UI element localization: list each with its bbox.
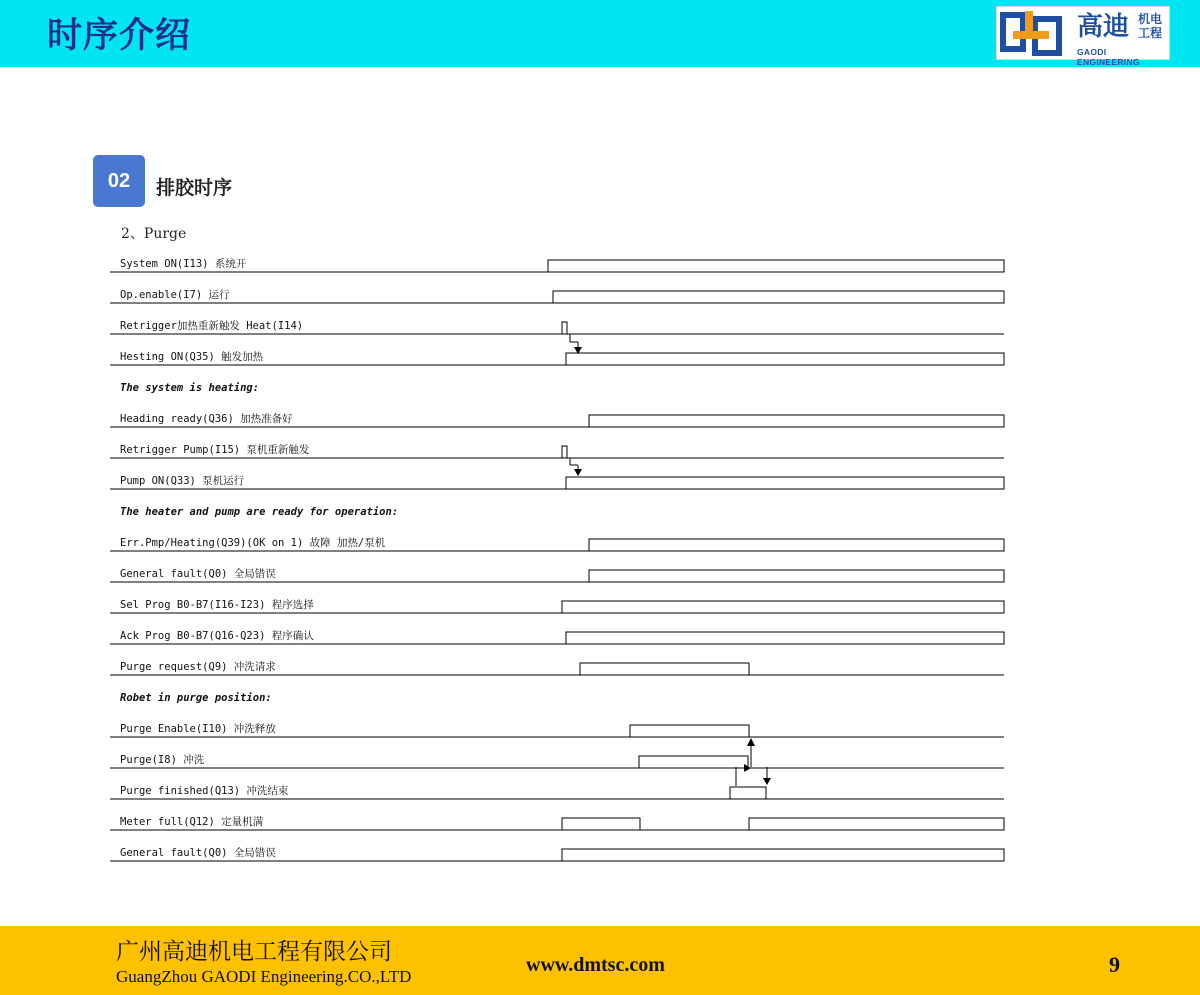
timing-note: The system is heating: (120, 382, 260, 394)
signal-high-pulse (630, 725, 749, 737)
signal-high-pulse (566, 477, 1004, 489)
arrow-up-icon (747, 738, 755, 746)
signal-high-pulse (730, 787, 766, 799)
signal-high-pulse (589, 415, 1004, 427)
signal-label: Meter full(Q12) 定量机满 (120, 816, 264, 828)
signal-label: Purge request(Q9) 冲洗请求 (120, 661, 276, 673)
timing-note: The heater and pump are ready for operation: (120, 506, 399, 518)
signal-high-pulse (566, 353, 1004, 365)
signal-label: Err.Pmp/Heating(Q39)(OK on 1) 故障 加热/泵机 (120, 537, 386, 549)
signal-label: Purge finished(Q13) 冲洗结束 (120, 785, 289, 797)
signal-label: Purge(I8) 冲洗 (120, 754, 205, 766)
signal-label: Retrigger加热重新触发 Heat(I14) (120, 320, 304, 332)
signal-label: General fault(Q0) 全局错误 (120, 568, 276, 580)
company-name-cn: 广州高迪机电工程有限公司 (116, 939, 392, 965)
footer-bar (0, 926, 1200, 995)
logo-name-en: GAODI ENGINEERING (1077, 47, 1140, 67)
logo-name-cn-small: 机电 工程 (1137, 12, 1162, 40)
section-number-badge: 02 (93, 155, 145, 207)
page-number: 9 (1109, 952, 1120, 977)
company-name-en: GuangZhou GAODI Engineering.CO.,LTD (116, 967, 412, 986)
signal-high-pulse (566, 632, 1004, 644)
signal-label: Sel Prog B0-B7(I16-I23) 程序选择 (120, 599, 314, 611)
signal-label: Retrigger Pump(I15) 泵机重新触发 (120, 444, 310, 456)
arrow-down-icon (763, 778, 771, 785)
arrow-head-icon (574, 469, 582, 476)
signal-high-pulse (562, 446, 567, 458)
section-title: 排胶时序 (156, 177, 233, 199)
signal-high-pulse (749, 818, 1004, 830)
signal-label: General fault(Q0) 全局错误 (120, 847, 276, 859)
signal-high-pulse (562, 818, 640, 830)
signal-label: Ack Prog B0-B7(Q16-Q23) 程序确认 (120, 630, 314, 642)
signal-high-pulse (548, 260, 1004, 272)
page-title: 时序介绍 (47, 16, 192, 56)
website-link[interactable]: www.dmtsc.com (526, 954, 665, 976)
signal-high-pulse (553, 291, 1004, 303)
signal-high-pulse (639, 756, 748, 768)
signal-high-pulse (580, 663, 749, 675)
signal-label: Hesting ON(Q35) 触发加热 (120, 351, 264, 363)
signal-label: Heading ready(Q36) 加热准备好 (120, 413, 293, 425)
signal-high-pulse (562, 849, 1004, 861)
signal-label: Pump ON(Q33) 泵机运行 (120, 475, 245, 487)
signal-label: Op.enable(I7) 运行 (120, 289, 230, 301)
timing-note: Robet in purge position: (120, 692, 272, 704)
signal-high-pulse (589, 570, 1004, 582)
signal-high-pulse (589, 539, 1004, 551)
signal-high-pulse (562, 322, 567, 334)
signal-label: Purge Enable(I10) 冲洗释放 (120, 723, 276, 735)
signal-high-pulse (562, 601, 1004, 613)
logo-name-cn: 高迪 (1077, 12, 1130, 42)
diagram-subtitle: 2、Purge (121, 226, 187, 242)
causality-arrows (574, 342, 771, 785)
signal-label: System ON(I13) 系统开 (120, 258, 247, 270)
